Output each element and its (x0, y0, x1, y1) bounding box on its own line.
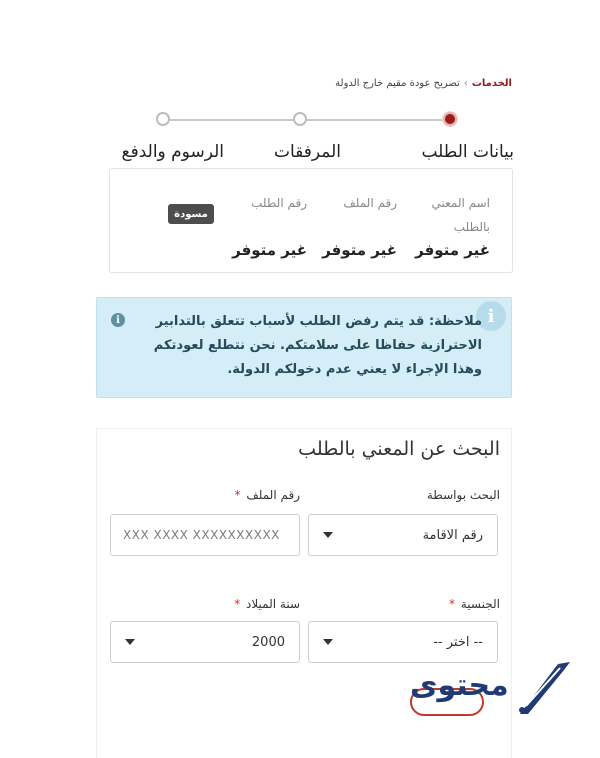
file-number-input-wrapper[interactable] (110, 514, 300, 556)
status-badge: مسودة (168, 204, 214, 224)
step-dot-attachments[interactable] (293, 112, 307, 126)
caret-down-icon (323, 639, 333, 645)
breadcrumb (335, 78, 512, 89)
nationality-selected: -- اختر -- (433, 634, 483, 650)
applicant-value: غير متوفر (415, 241, 490, 259)
breadcrumb-current: تصريح عودة مقيم خارج الدولة (335, 78, 460, 89)
birth-year-label (234, 597, 300, 611)
request-number-label: رقم الطلب (251, 196, 307, 210)
chevron-left-icon: › (463, 78, 468, 89)
file-number-label: رقم الملف (343, 196, 397, 210)
step-dot-request-data[interactable] (443, 112, 457, 126)
caret-down-icon (125, 639, 135, 645)
section-title: البحث عن المعني بالطلب (298, 438, 500, 460)
step-label-fees-payment[interactable]: الرسوم والدفع (121, 142, 224, 162)
stepper-track (163, 119, 451, 121)
caret-down-icon (323, 532, 333, 538)
search-by-label-text: البحث بواسطة (426, 488, 500, 502)
file-number-value: غير متوفر (322, 241, 397, 259)
birth-year-selected: 2000 (251, 634, 285, 650)
pen-logo-icon (512, 660, 574, 716)
nationality-label-text: الجنسية (460, 597, 500, 611)
required-marker: * (234, 488, 241, 502)
nationality-label (449, 597, 500, 611)
request-number-value: غير متوفر (232, 241, 307, 259)
step-label-request-data[interactable]: بيانات الطلب (421, 142, 514, 162)
breadcrumb-services-link[interactable]: الخدمات (471, 78, 512, 89)
alert-message: ملاحظة: قد يتم رفض الطلب لأسباب تتعلق بالتدابير الاحترازية حفاظا على سلامتكم. نحن نتطلع لعودتكم وهذا الإجراء لا يعني عدم دخولكم الدولة. (153, 314, 482, 377)
nationality-select[interactable] (308, 621, 498, 663)
search-by-selected: رقم الاقامة (422, 527, 483, 543)
required-marker: * (234, 597, 241, 611)
search-by-select[interactable] (308, 514, 498, 556)
info-icon: i (476, 301, 506, 331)
step-label-attachments[interactable]: المرفقات (273, 142, 341, 162)
applicant-label-continued: بالطلب (453, 220, 490, 234)
birth-year-select[interactable] (110, 621, 300, 663)
applicant-label: اسم المعني (431, 196, 490, 210)
required-marker: * (449, 597, 456, 611)
info-small-icon[interactable]: i (111, 313, 125, 327)
watermark-logo-text: محتوى (410, 668, 509, 703)
file-number-input[interactable] (121, 527, 289, 543)
step-dot-fees-payment[interactable] (156, 112, 170, 126)
file-number-field-label-text: رقم الملف (246, 488, 300, 502)
search-by-label (427, 488, 500, 502)
file-number-field-label (235, 488, 300, 502)
birth-year-label-text: سنة الميلاد (246, 597, 300, 611)
